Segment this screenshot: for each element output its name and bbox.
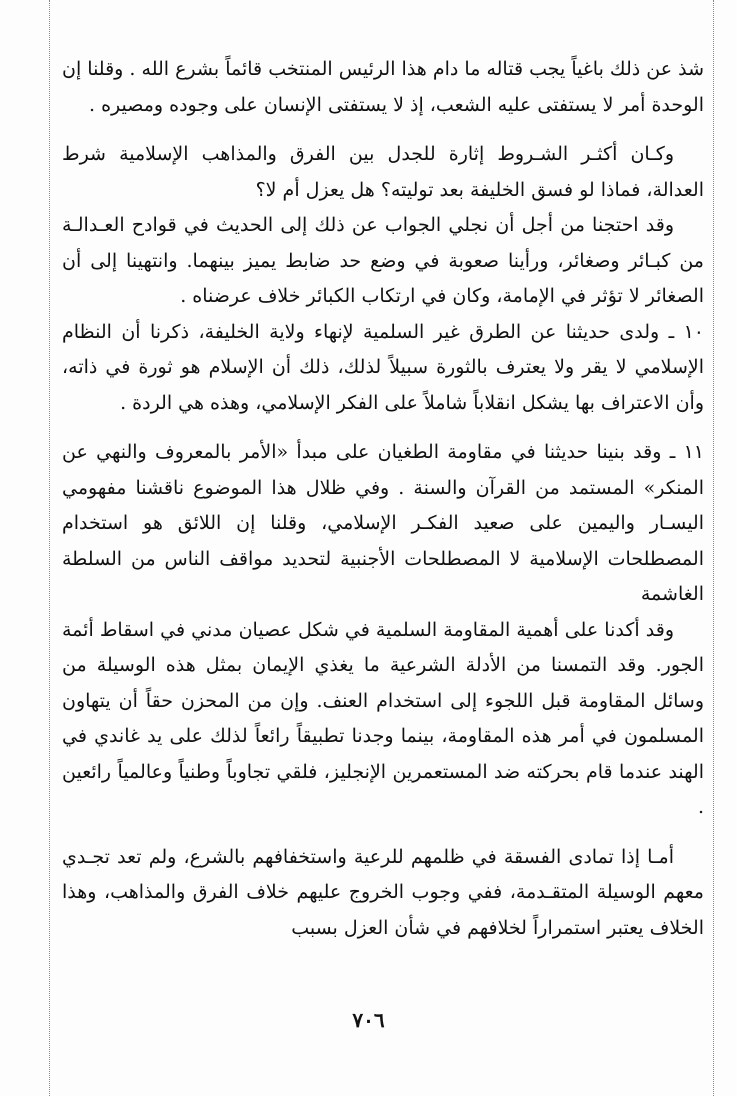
paragraph-point-11: ١١ ـ وقد بنينا حديثنا في مقاومة الطغيان على مبدأ «الأمر بالمعروف والنهي عن المنكر» المستمد من القرآن والسنة . وفي ظلال هذا الموضوع ناقشنا مفهومي اليسـار واليمين على صعيد الفكـر الإسلامي، وقلنا إن اللائق هو استخدام المصطلحات الإسلامية لا المصطلحات الأجنبية لتحديد مواقف الناس من السلطة الغاشمة bbox=[62, 441, 704, 605]
paragraph-justice-condition: وكـان أكثـر الشـروط إثارة للجدل بين الفرق والمذاهب الإسلامية شرط العدالة، فماذا لو فسق الخليفة بعد توليته؟ هل يعزل أم لا؟ bbox=[62, 143, 704, 201]
scan-guide-line-right bbox=[713, 0, 714, 1096]
paragraph-sins: وقد احتجنا من أجل أن نجلي الجواب عن ذلك إلى الحديث في قوادح العـدالـة من كبـائر وصغائر، ورأينا صعوبة في وضع حد ضابط يميز بينهما. وانتهينا إلى أن الصغائر لا تؤثر في الإمامة، وكان في ارتكاب الكبائر خلاف عرضناه . bbox=[62, 214, 704, 307]
paragraph-continuation: شذ عن ذلك باغياً يجب قتاله ما دام هذا الرئيس المنتخب قائماً بشرع الله . وقلنا إن الوحدة أمر لا يستفتى عليه الشعب، إذ لا يستفتى الإنسان على وجوده ومصيره . bbox=[62, 58, 704, 116]
paragraph-civil-resistance: وقد أكدنا على أهمية المقاومة السلمية في شكل عصيان مدني في اسقاط أئمة الجور. وقد التمسنا من الأدلة الشرعية ما يغذي الإيمان بمثل هذه الوسيلة من وسائل المقاومة قبل اللجوء إلى استخدام العنف. وإن من المحزن حقاً أن يتهاون المسلمون في أمر هذه المقاومة، بينما وجدنا تطبيقاً رائعاً لذلك على يد غاندي في الهند عندما قام بحركته ضد المستعمرين الإنجليز، فلقي تجاوباً وطنياً وعالمياً رائعين . bbox=[62, 618, 704, 818]
body-text bbox=[62, 52, 704, 946]
scan-guide-line-left bbox=[49, 0, 50, 1096]
paragraph-rebellion: أمـا إذا تمادى الفسقة في ظلمهم للرعية واستخفافهم بالشرع، ولم تعد تجـدي معهم الوسيلة المتقـدمة، ففي وجوب الخروج عليهم خلاف الفرق والمذاهب، وهذا الخلاف يعتبر استمراراً لخلافهم في شأن العزل بسبب bbox=[62, 845, 704, 939]
paragraph-point-10: ١٠ ـ ولدى حديثنا عن الطرق غير السلمية لإنهاء ولاية الخليفة، ذكرنا أن النظام الإسلامي لا يقر ولا يعترف بالثورة سبيلاً لذلك، ذلك أن الإسلام هو ثورة في ذاته، وأن الاعتراف بها يشكل انقلاباً شاملاً على الفكر الإسلامي، وهذه هي الردة . bbox=[62, 320, 704, 414]
page-number: ٧٠٦ bbox=[352, 1008, 385, 1032]
